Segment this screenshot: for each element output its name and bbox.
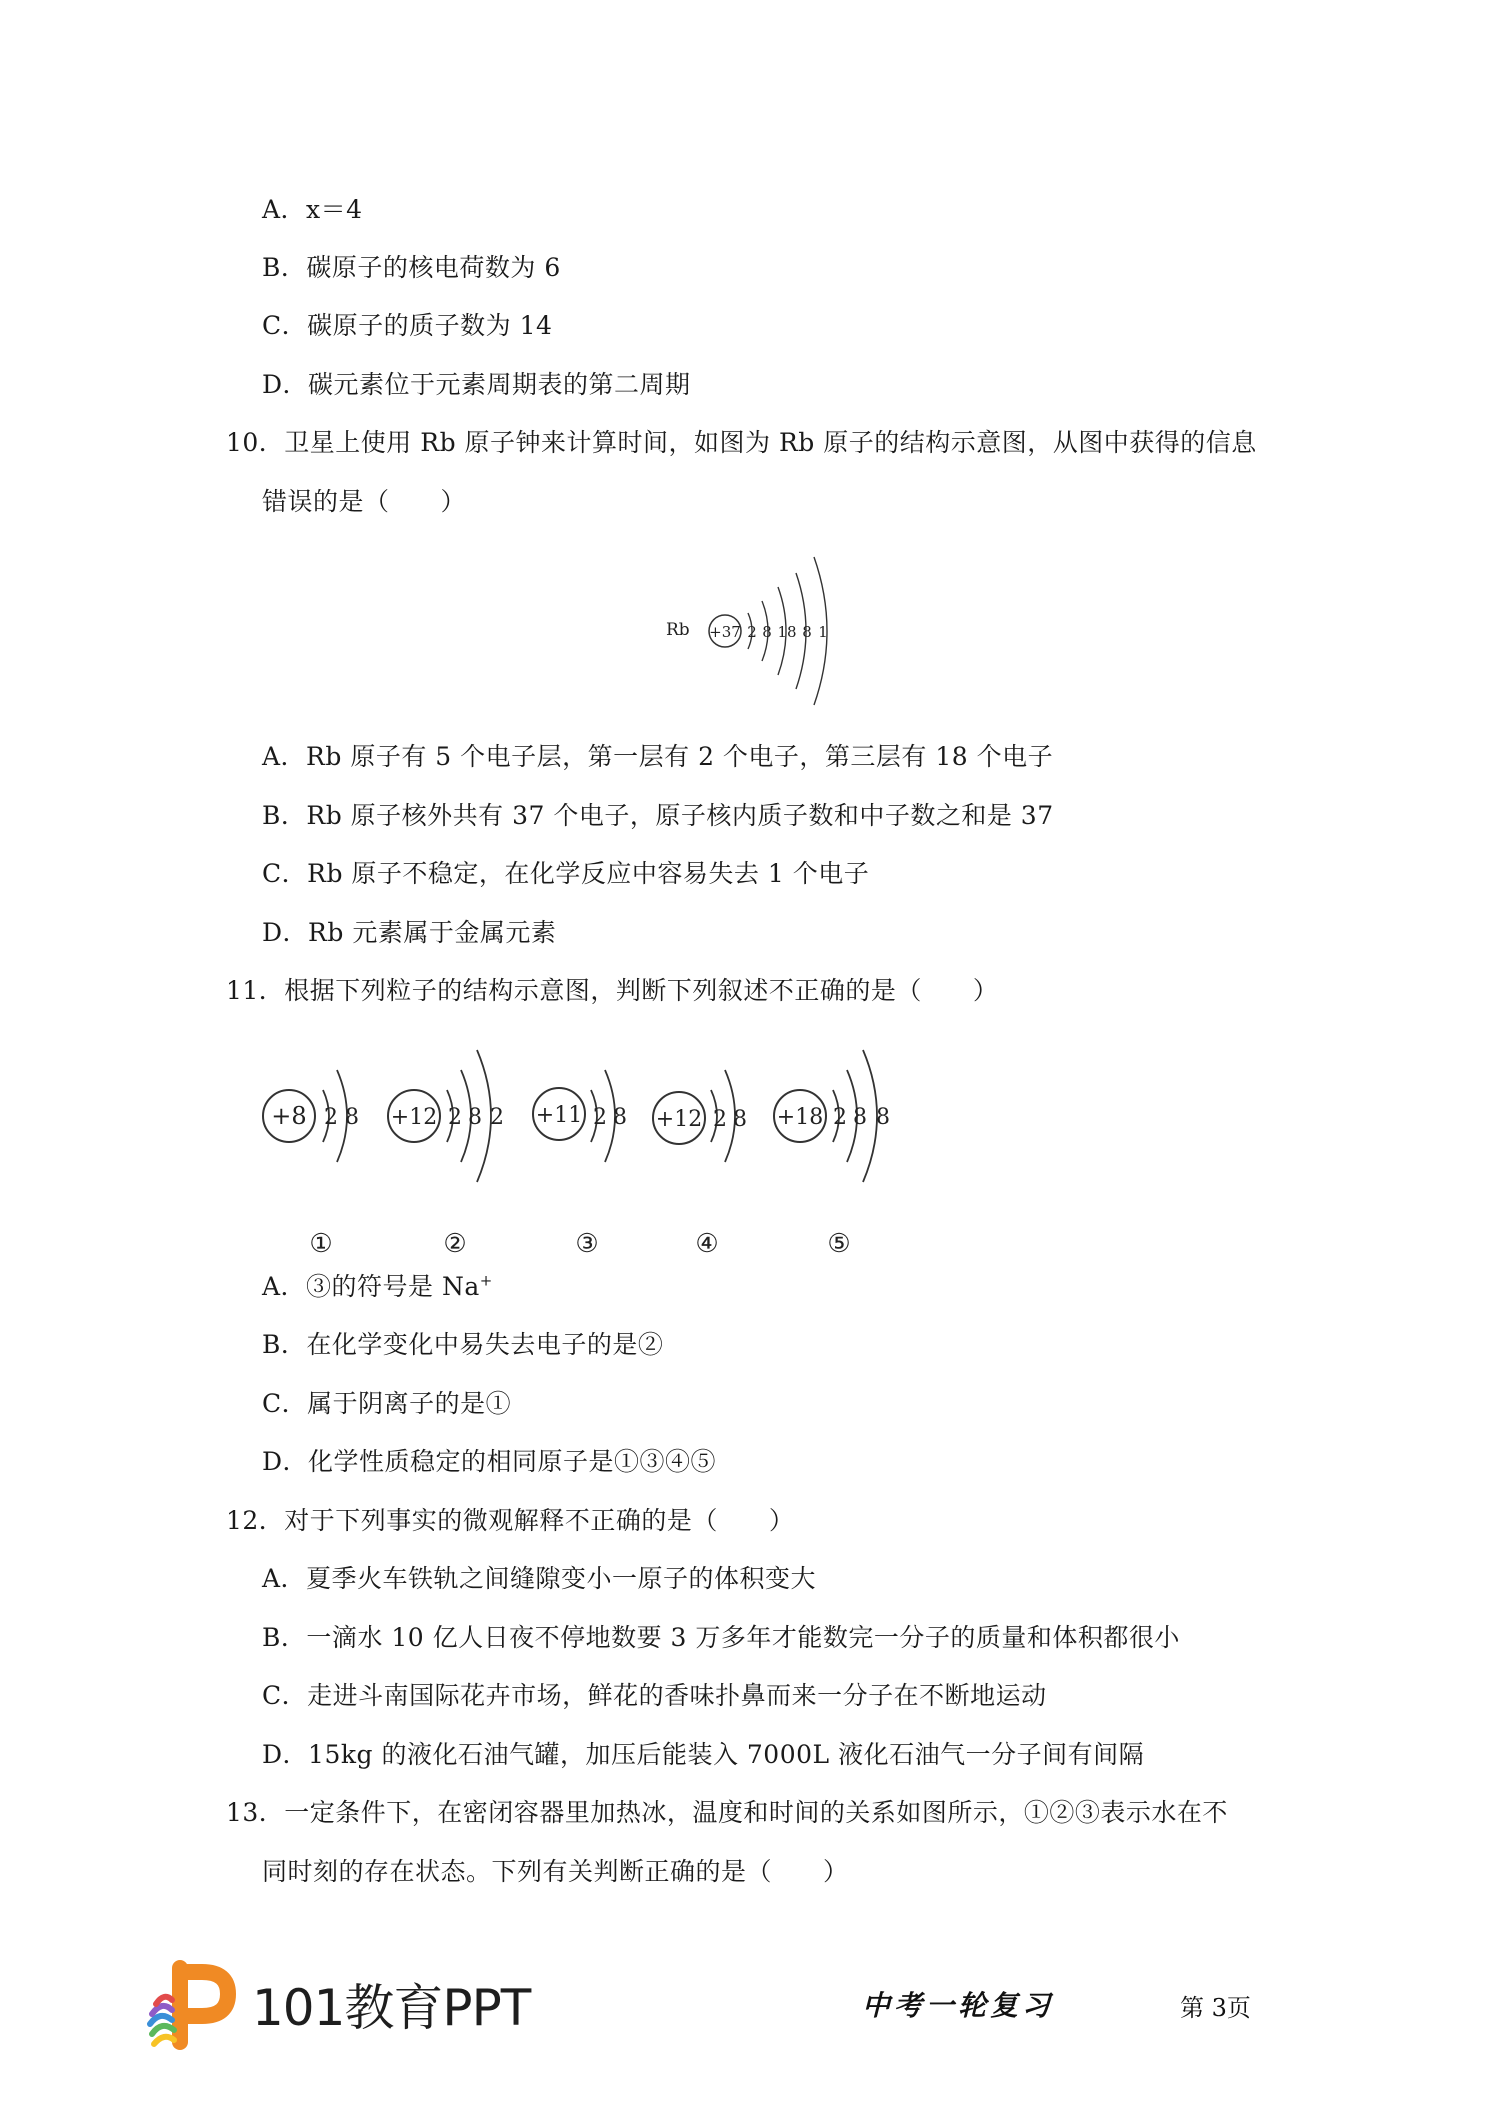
particle-4 <box>653 1070 747 1259</box>
rb-symbol: Rb <box>666 620 690 640</box>
particle-3-shell: 2 <box>593 1105 607 1130</box>
page-number: 第 3页 <box>1180 1994 1251 2022</box>
particle-diagrams <box>255 1020 935 1260</box>
logo-stripe <box>154 2037 174 2044</box>
q11-stem: 11．根据下列粒子的结构示意图，判断下列叙述不正确的是（ ） <box>226 976 999 1005</box>
particle-1-shell: 2 <box>324 1105 338 1130</box>
particle-2-shell: 2 <box>490 1105 504 1130</box>
q11-option-c: C．属于阴离子的是① <box>262 1389 512 1418</box>
particle-5 <box>774 1050 890 1259</box>
particle-5-shell: 2 <box>833 1105 847 1130</box>
q10-option-a: A．Rb 原子有 5 个电子层，第一层有 2 个电子，第三层有 18 个电子 <box>262 742 1054 771</box>
particle-2-nucleus: +12 <box>390 1105 438 1130</box>
particle-5-label: ⑤ <box>827 1229 851 1259</box>
q13-stem-line1: 13．一定条件下，在密闭容器里加热冰，温度和时间的关系如图所示，①②③表示水在不 <box>226 1798 1228 1827</box>
rb-shell-count: 8 <box>802 623 812 641</box>
q11-option-b: B．在化学变化中易失去电子的是② <box>262 1330 664 1359</box>
particle-4-shell: 8 <box>733 1107 747 1132</box>
particle-4-nucleus: +12 <box>655 1107 703 1132</box>
q9-option-b: B．碳原子的核电荷数为 6 <box>262 253 561 282</box>
q9-option-c: C．碳原子的质子数为 14 <box>262 311 553 340</box>
q10-option-c: C．Rb 原子不稳定，在化学反应中容易失去 1 个电子 <box>262 859 870 888</box>
rb-atom-diagram <box>660 545 850 715</box>
particle-2-shell: 8 <box>468 1105 482 1130</box>
q9-option-a: A．x＝4 <box>262 195 363 224</box>
q11-option-a-charge: + <box>479 1271 493 1290</box>
q11-option-a-text: A．③的符号是 Na <box>262 1272 480 1301</box>
logo-stripe <box>152 2006 172 2014</box>
brand-logo <box>140 1960 260 2050</box>
brand-name: 101教育PPT <box>252 1979 531 2037</box>
particle-1-nucleus: +8 <box>271 1102 307 1130</box>
particle-3-nucleus: +11 <box>535 1103 583 1128</box>
rb-shell-count: 8 <box>762 623 772 641</box>
particle-1-shell: 8 <box>345 1105 359 1130</box>
rb-nucleus-charge: +37 <box>709 623 741 641</box>
q12-option-c: C．走进斗南国际花卉市场，鲜花的香味扑鼻而来一分子在不断地运动 <box>262 1681 1047 1710</box>
q10-option-d: D．Rb 元素属于金属元素 <box>262 918 557 947</box>
particle-1-label: ① <box>309 1229 333 1259</box>
particle-5-shell: 8 <box>853 1105 867 1130</box>
particle-1 <box>263 1070 359 1259</box>
logo-stripe <box>152 2026 174 2034</box>
q13-stem-line2: 同时刻的存在状态。下列有关判断正确的是（ ） <box>262 1857 849 1886</box>
logo-stripe <box>150 2016 172 2024</box>
particle-5-nucleus: +18 <box>776 1105 824 1130</box>
q12-stem: 12．对于下列事实的微观解释不正确的是（ ） <box>226 1506 795 1535</box>
particle-2 <box>388 1050 504 1259</box>
q11-option-a <box>262 1270 493 1304</box>
rb-shell-count: 1 <box>818 623 828 641</box>
particle-3-shell: 8 <box>613 1105 627 1130</box>
q10-stem-line2: 错误的是（ ） <box>262 487 467 516</box>
rb-shell-count: 2 <box>747 623 757 641</box>
particle-4-shell: 2 <box>713 1107 727 1132</box>
q11-option-d: D．化学性质稳定的相同原子是①③④⑤ <box>262 1447 717 1476</box>
q12-option-d: D．15kg 的液化石油气罐，加压后能装入 7000L 液化石油气一分子间有间隔 <box>262 1740 1145 1769</box>
particle-3 <box>533 1070 627 1259</box>
particle-4-label: ④ <box>695 1229 719 1259</box>
particle-2-shell: 2 <box>448 1105 462 1130</box>
particle-2-label: ② <box>443 1229 467 1259</box>
particle-3-label: ③ <box>575 1229 599 1259</box>
q12-option-b: B．一滴水 10 亿人日夜不停地数要 3 万多年才能数完一分子的质量和体积都很小 <box>262 1623 1180 1652</box>
q9-option-d: D．碳元素位于元素周期表的第二周期 <box>262 370 691 399</box>
series-title: 中考一轮复习 <box>862 1989 1055 2022</box>
particle-5-shell: 8 <box>876 1105 890 1130</box>
q10-option-b: B．Rb 原子核外共有 37 个电子，原子核内质子数和中子数之和是 37 <box>262 801 1054 830</box>
rb-shell-count: 18 <box>777 623 797 641</box>
q12-option-a: A．夏季火车铁轨之间缝隙变小一原子的体积变大 <box>262 1564 817 1593</box>
q10-stem-line1: 10．卫星上使用 Rb 原子钟来计算时间，如图为 Rb 原子的结构示意图，从图中获得的信息 <box>226 428 1257 457</box>
